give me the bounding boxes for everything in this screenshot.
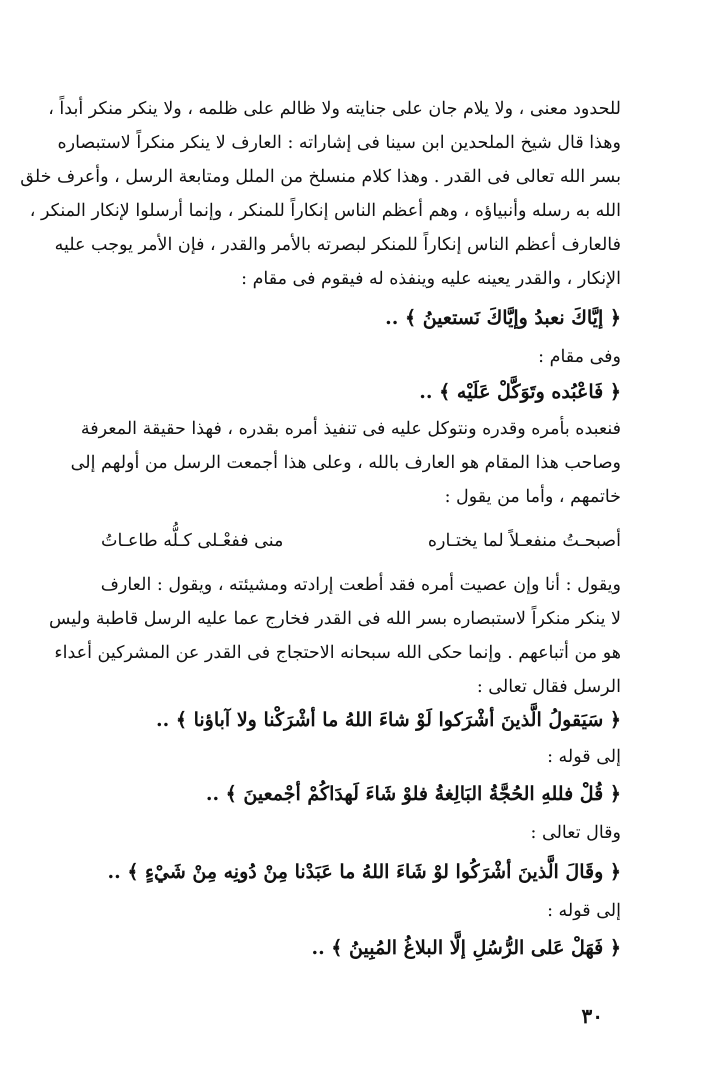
quran-verse-1: ﴿ إيَّاكَ نعبدُ وإيَّاكَ نَستعينُ ﴾ .. bbox=[385, 307, 621, 329]
poem-hemistich-2: منى ففعْـلى كـلُّه طاعـاتُ bbox=[101, 531, 284, 551]
page-number: ٣٠ bbox=[581, 1004, 603, 1028]
poem-verse bbox=[101, 524, 621, 558]
quran-verse-3: ﴿ سَيَقولُ الَّذينَ أشْرَكوا لَوْ شاءَ اللهُ ما أشْرَكْنا ولا آباؤنا ﴾ .. bbox=[156, 709, 621, 731]
text-line: فنعبده بأمره وقدره ونتوكل عليه فى تنفيذ أمره بقدره ، فهذا حقيقة المعرفة bbox=[80, 419, 621, 439]
text-line: للحدود معنى ، ولا يلام جان على جنايته ولا ظالم على ظلمه ، ولا ينكر منكر أبداً ، bbox=[48, 99, 621, 119]
text-line: لا ينكر منكراً لاستبصاره بسر الله فى القدر فخارج عما عليه الرسل قاطبة وليس bbox=[48, 609, 621, 629]
paragraph-2 bbox=[70, 412, 621, 514]
transition-label-4: إلى قوله : bbox=[547, 901, 621, 921]
text-line: الله به رسله وأنبياؤه ، وهم أعظم الناس إنكاراً للمنكر ، وإنما أرسلوا لإنكار المنكر ، bbox=[29, 201, 621, 221]
text-line: الرسل فقال تعالى : bbox=[476, 677, 621, 697]
text-line: وهذا قال شيخ الملحدين ابن سينا فى إشاراته : العارف لا ينكر منكراً لاستبصاره bbox=[57, 133, 621, 153]
text-line: خاتمهم ، وأما من يقول : bbox=[444, 487, 621, 507]
quran-verse-6: ﴿ فَهَلْ عَلى الرُّسُلِ إلَّا البلاغُ المُبِينُ ﴾ .. bbox=[311, 937, 621, 959]
transition-label-2: إلى قوله : bbox=[547, 747, 621, 767]
transition-label-1: وفى مقام : bbox=[538, 347, 621, 367]
quran-verse-2: ﴿ فَاعْبُده وتَوَكَّلْ عَلَيْه ﴾ .. bbox=[419, 381, 621, 403]
text-line: ويقول : أنا وإن عصيت أمره فقد أطعت إرادته ومشيئته ، ويقول : العارف bbox=[100, 575, 621, 595]
transition-label-3: وقال تعالى : bbox=[530, 823, 621, 843]
text-line: فالعارف أعظم الناس إنكاراً للمنكر لبصرته بالأمر والقدر ، فإن الأمر يوجب عليه bbox=[54, 235, 621, 255]
poem-hemistich-1: أصبحـتُ منفعـلاً لما يختـاره bbox=[427, 531, 621, 551]
text-line: هو من أتباعهم . وإنما حكى الله سبحانه الاحتجاج فى القدر عن المشركين أعداء bbox=[54, 643, 621, 663]
paragraph-3 bbox=[48, 568, 621, 704]
quran-verse-5: ﴿ وقَالَ الَّذينَ أشْرَكُوا لوْ شَاءَ اللهُ ما عَبَدْنا مِنْ دُونِه مِنْ شَيْءٍ ﴾ .. bbox=[107, 861, 621, 883]
quran-verse-4: ﴿ قُلْ فللهِ الحُجَّةُ البَالِغةُ فلوْ شَاءَ لَهدَاكُمْ أجْمعينَ ﴾ .. bbox=[205, 783, 621, 805]
paragraph-1 bbox=[20, 92, 621, 296]
text-line: بسر الله تعالى فى القدر . وهذا كلام منسلخ من الملل ومتابعة الرسل ، وأعرف خلق bbox=[20, 167, 621, 187]
text-line: وصاحب هذا المقام هو العارف بالله ، وعلى هذا أجمعت الرسل من أولهم إلى bbox=[70, 453, 621, 473]
text-line: الإنكار ، والقدر يعينه عليه وينفذه له فيقوم فى مقام : bbox=[241, 269, 621, 289]
